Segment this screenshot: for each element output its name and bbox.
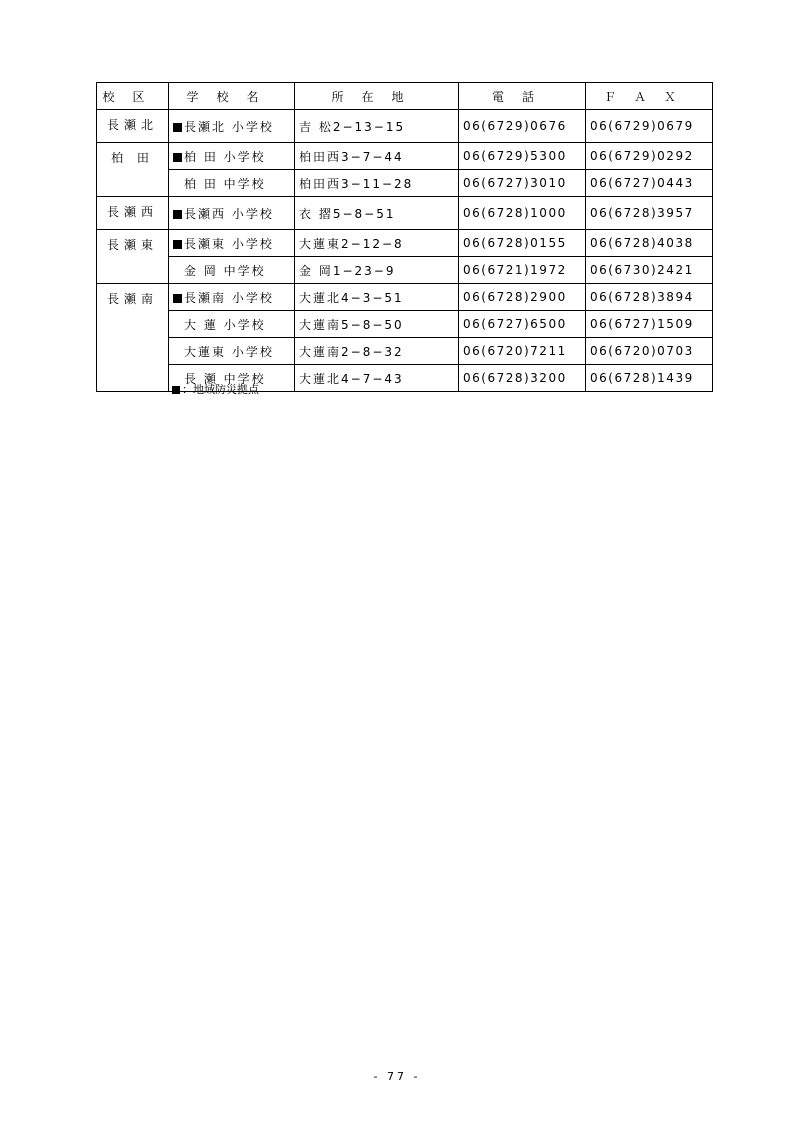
fax-cell: 06(6729)0679 — [586, 110, 713, 143]
school-name: 長 瀬 中学校 — [184, 371, 266, 386]
school-name: 長瀬南 小学校 — [184, 290, 274, 305]
address-cell: 柏田西3−7−44 — [295, 143, 459, 170]
header-district: 校区 — [97, 83, 169, 110]
address-cell: 柏田西3−11−28 — [295, 170, 459, 197]
disaster-base-mark-icon — [173, 123, 182, 132]
district-cell: 柏 田 — [97, 143, 169, 197]
fax-cell: 06(6728)4038 — [586, 230, 713, 257]
school-name: 長瀬東 小学校 — [184, 236, 274, 251]
district-cell: 長瀬東 — [97, 230, 169, 284]
district-cell: 長瀬西 — [97, 197, 169, 230]
address-cell: 大蓮北4−7−43 — [295, 365, 459, 392]
address-cell: 大蓮北4−3−51 — [295, 284, 459, 311]
header-tel: 電話 — [459, 83, 586, 110]
school-name: 柏 田 中学校 — [184, 176, 266, 191]
school-name: 長瀬西 小学校 — [184, 206, 274, 221]
school-cell — [169, 311, 295, 338]
header-school: 学校名 — [169, 83, 295, 110]
school-cell — [169, 110, 295, 143]
table-header — [97, 83, 713, 110]
tel-cell: 06(6728)0155 — [459, 230, 586, 257]
tel-cell: 06(6729)5300 — [459, 143, 586, 170]
header-row — [97, 83, 713, 110]
table-row — [97, 230, 713, 257]
disaster-base-mark-icon — [172, 386, 180, 394]
district-cell: 長瀬北 — [97, 110, 169, 143]
fax-cell: 06(6730)2421 — [586, 257, 713, 284]
table-row — [97, 143, 713, 170]
school-cell — [169, 143, 295, 170]
school-name: 長瀬北 小学校 — [184, 119, 274, 134]
tel-cell: 06(6727)6500 — [459, 311, 586, 338]
district-cell: 長瀬南 — [97, 284, 169, 392]
table-row — [97, 284, 713, 311]
table-row — [97, 257, 713, 284]
table-row — [97, 170, 713, 197]
school-name: 柏 田 小学校 — [184, 149, 266, 164]
fax-cell: 06(6728)3957 — [586, 197, 713, 230]
school-cell — [169, 230, 295, 257]
tel-cell: 06(6721)1972 — [459, 257, 586, 284]
school-cell — [169, 257, 295, 284]
fax-cell: 06(6728)1439 — [586, 365, 713, 392]
school-table — [96, 82, 713, 392]
address-cell: 大蓮東2−12−8 — [295, 230, 459, 257]
tel-cell: 06(6728)2900 — [459, 284, 586, 311]
school-cell — [169, 170, 295, 197]
address-cell: 大蓮南5−8−50 — [295, 311, 459, 338]
disaster-base-mark-icon — [173, 210, 182, 219]
disaster-base-mark-icon — [173, 240, 182, 249]
fax-cell: 06(6728)3894 — [586, 284, 713, 311]
fax-cell: 06(6727)0443 — [586, 170, 713, 197]
header-fax: ＦＡＸ — [586, 83, 713, 110]
school-cell — [169, 284, 295, 311]
school-name: 金 岡 中学校 — [184, 263, 266, 278]
tel-cell: 06(6728)3200 — [459, 365, 586, 392]
page-number: - 77 - — [373, 1070, 421, 1083]
disaster-base-mark-icon — [173, 294, 182, 303]
header-address: 所在地 — [295, 83, 459, 110]
school-name: 大蓮東 小学校 — [184, 344, 274, 359]
school-cell — [169, 338, 295, 365]
table-row — [97, 197, 713, 230]
tel-cell: 06(6720)7211 — [459, 338, 586, 365]
table-row — [97, 338, 713, 365]
fax-cell: 06(6729)0292 — [586, 143, 713, 170]
tel-cell: 06(6729)0676 — [459, 110, 586, 143]
disaster-base-mark-icon — [173, 153, 182, 162]
table-body — [97, 110, 713, 392]
tel-cell: 06(6727)3010 — [459, 170, 586, 197]
address-cell: 衣 摺5−8−51 — [295, 197, 459, 230]
table-row — [97, 110, 713, 143]
address-cell: 金 岡1−23−9 — [295, 257, 459, 284]
address-cell: 吉 松2−13−15 — [295, 110, 459, 143]
tel-cell: 06(6728)1000 — [459, 197, 586, 230]
fax-cell: 06(6727)1509 — [586, 311, 713, 338]
fax-cell: 06(6720)0703 — [586, 338, 713, 365]
legend-text: ：地域防災拠点 — [182, 383, 259, 396]
legend — [172, 381, 259, 397]
school-name: 大 蓮 小学校 — [184, 317, 266, 332]
table-row — [97, 311, 713, 338]
school-cell — [169, 197, 295, 230]
address-cell: 大蓮南2−8−32 — [295, 338, 459, 365]
